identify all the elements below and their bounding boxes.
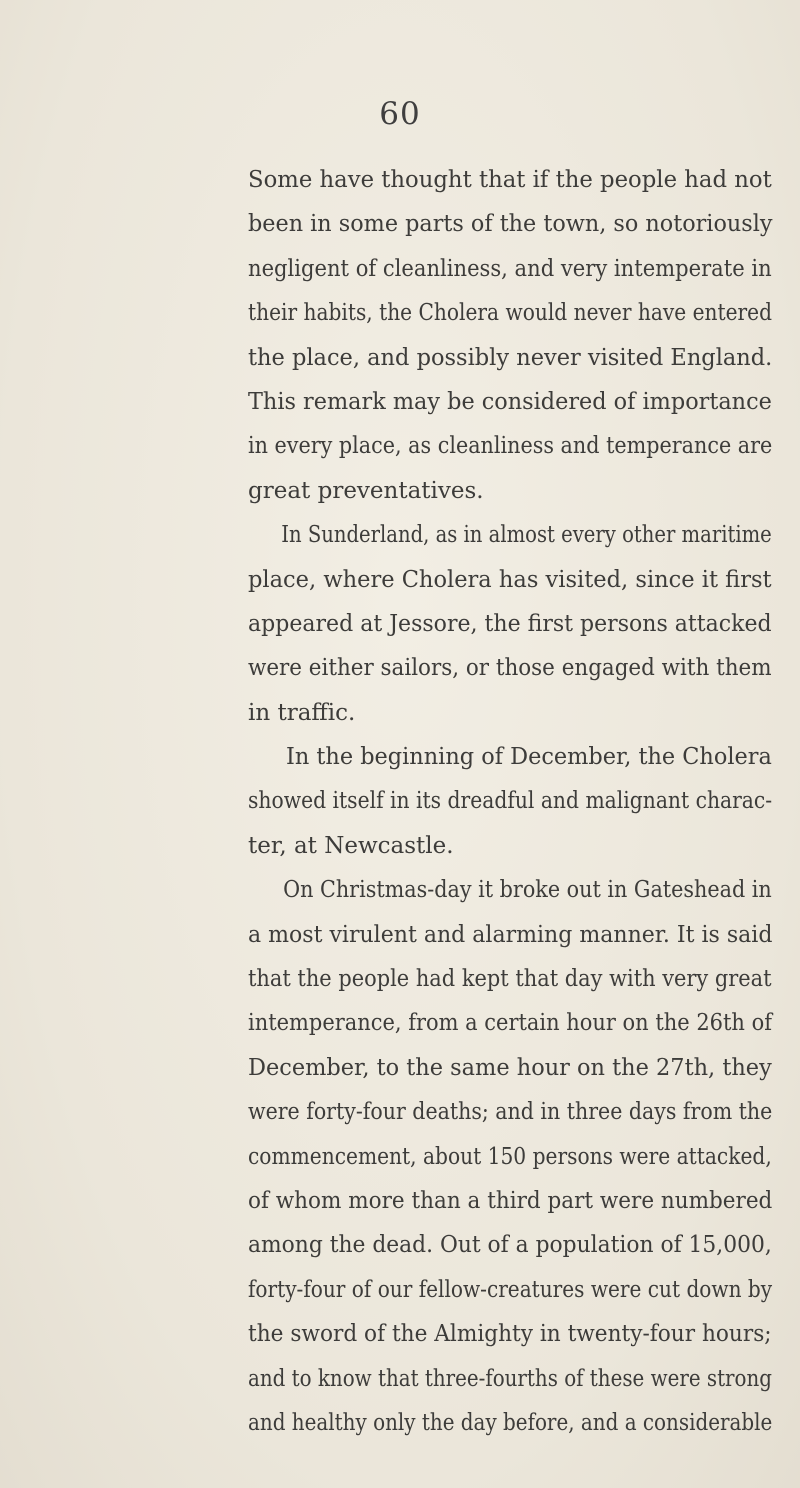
text-line: ter, at Newcastle. [248, 832, 454, 859]
text-line: showed itself in its dreadful and malignant charac- [248, 788, 773, 815]
text-line: that the people had kept that day with very great [248, 966, 772, 993]
text-line: In Sunderland, as in almost every other maritime [281, 522, 772, 549]
text-line: their habits, the Cholera would never have entered [248, 300, 772, 327]
text-line: forty-four of our fellow-creatures were cut down by [248, 1276, 773, 1303]
text-line: intemperance, from a certain hour on the 26th of [248, 1010, 772, 1037]
text-line: appeared at Jessore, the first persons attacked [248, 610, 772, 637]
text-line: the sword of the Almighty in twenty-four hours; [248, 1321, 772, 1348]
text-line: were forty-four deaths; and in three days from the [248, 1099, 773, 1126]
text-line: On Christmas-day it broke out in Gateshead in [283, 877, 772, 904]
text-line: This remark may be considered of importance [248, 388, 772, 415]
text-line: commencement, about 150 persons were attacked, [248, 1143, 772, 1170]
text-line: negligent of cleanliness, and very intemperate in [248, 255, 772, 282]
page-number: 60 [379, 96, 421, 132]
text-line: and healthy only the day before, and a considerable [248, 1409, 773, 1436]
text-line: place, where Cholera has visited, since it first [248, 566, 772, 593]
text-line: of whom more than a third part were numbered [248, 1187, 773, 1214]
text-line: December, to the same hour on the 27th, they [248, 1054, 772, 1081]
text-line: in every place, as cleanliness and temperance are [248, 433, 773, 460]
text-line: among the dead. Out of a population of 15,000, [248, 1232, 772, 1259]
text-line: in traffic. [248, 699, 356, 726]
text-line: Some have thought that if the people had not [248, 167, 772, 193]
text-line: been in some parts of the town, so notoriously [248, 211, 773, 238]
text-line: great preventatives. [248, 477, 484, 504]
body-text [248, 158, 772, 1445]
text-line: and to know that three-fourths of these were strong [248, 1365, 772, 1392]
text-line: the place, and possibly never visited England. [248, 344, 773, 371]
text-line: In the beginning of December, the Cholera [285, 744, 772, 771]
text-line: a most virulent and alarming manner. It is said [248, 921, 773, 948]
text-line: were either sailors, or those engaged with them [248, 655, 772, 682]
